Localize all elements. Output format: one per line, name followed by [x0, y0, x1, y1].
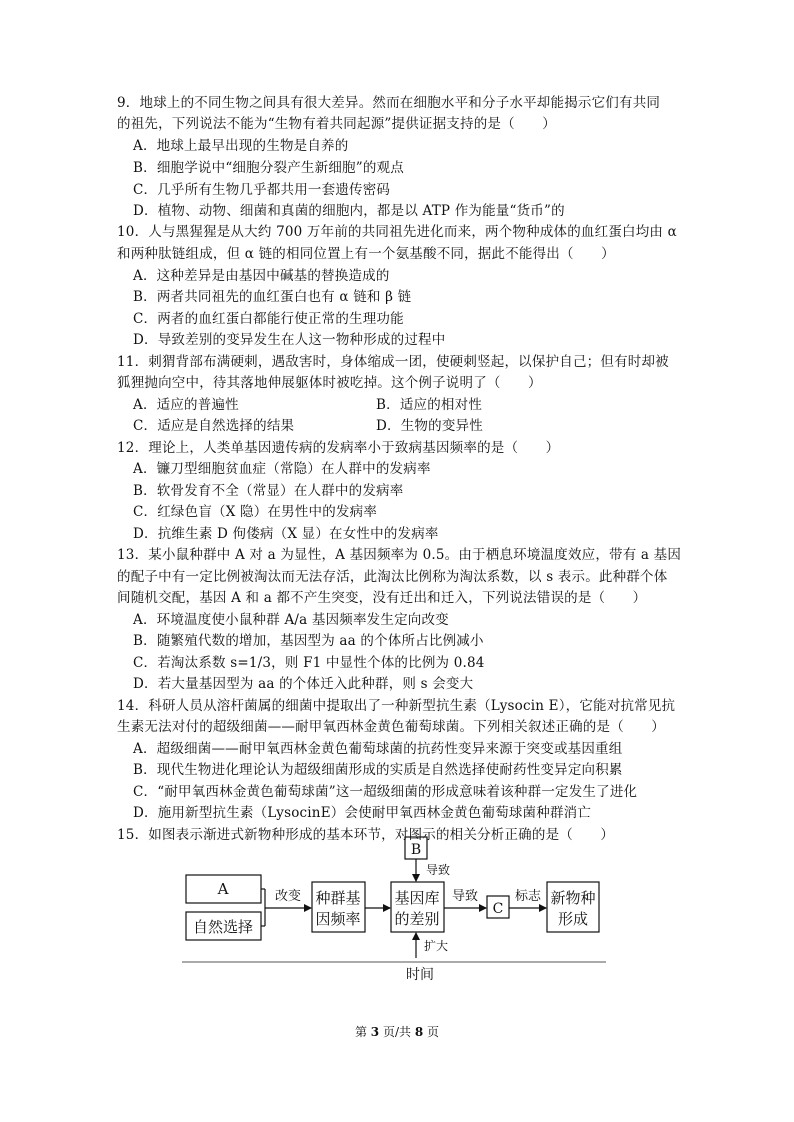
- box-a-label: A: [217, 880, 229, 898]
- q10-stem-line-2: 和两种肽链组成，但 α 链的相同位置上有一个氨基酸不同，据此不能得出（ ）: [117, 246, 615, 262]
- q12-option-c: C．红绿色盲（X 隐）在男性中的发病率: [133, 504, 378, 520]
- q11-stem-line-2: 狐狸抛向空中，待其落地伸展躯体时被吃掉。这个例子说明了（ ）: [117, 375, 542, 391]
- q14-option-b: B．现代生物进化理论认为超级细菌形成的实质是自然选择使耐药性变异定向积累: [133, 762, 623, 778]
- expand-label: 扩大: [423, 939, 449, 953]
- q12-option-b: B．软骨发育不全（常显）在人群中的发病率: [133, 483, 404, 499]
- box-b-label: B: [410, 842, 422, 858]
- q12-option-a: A．镰刀型细胞贫血症（常隐）在人群中的发病率: [133, 461, 431, 477]
- cause-top-label: 导致: [425, 863, 451, 877]
- q11-option-c: C．适应是自然选择的结果: [133, 418, 295, 434]
- q13-option-d: D．若大量基因型为 aa 的个体迁入此种群，则 s 会变大: [133, 676, 474, 692]
- q13-option-b: B．随繁殖代数的增加，基因型为 aa 的个体所占比例减小: [133, 633, 484, 649]
- new-species-label-2: 形成: [557, 910, 589, 928]
- q10-option-b: B．两者共同祖先的血红蛋白也有 α 链和 β 链: [133, 289, 412, 305]
- q9-option-c: C．几乎所有生物几乎都共用一套遗传密码: [133, 182, 391, 198]
- footer-prefix: 第: [354, 1025, 371, 1039]
- q9-stem-line-2: 的祖先，下列说法不能为“生物有着共同起源”提供证据支持的是（ ）: [117, 116, 556, 132]
- q13-stem-line-2: 的配子中有一定比例被淘汰而无法存活，此淘汰比例称为淘汰系数，以 s 表示。此种群个体: [117, 569, 668, 585]
- footer-suffix: 页: [423, 1025, 440, 1039]
- q11-option-d: D．生物的变异性: [376, 418, 483, 434]
- q9-option-a: A．地球上最早出现的生物是自养的: [133, 138, 349, 154]
- q9-option-d: D．植物、动物、细菌和真菌的细胞内，都是以 ATP 作为能量“货币”的: [133, 203, 565, 219]
- q12-option-d: D．抗维生素 D 佝偻病（X 显）在女性中的发病率: [133, 526, 439, 542]
- q14-option-d: D．施用新型抗生素（LysocinE）会使耐甲氧西林金黄色葡萄球菌种群消亡: [133, 805, 592, 821]
- q10-option-c: C．两者的血红蛋白都能行使正常的生理功能: [133, 311, 404, 327]
- change-label: 改变: [274, 889, 302, 904]
- footer-middle: 页/共: [379, 1025, 415, 1039]
- q14-stem-line-1: 14．科研人员从溶杆菌属的细菌中提取出了一种新型抗生素（Lysocin E），它能对抗常见抗: [117, 698, 676, 714]
- gene-frequency-label-2: 因频率: [315, 910, 361, 928]
- q11-option-a: A．适应的普遍性: [133, 397, 239, 413]
- footer-total-pages: 8: [414, 1025, 424, 1039]
- q13-option-c: C．若淘汰系数 s=1/3，则 F1 中显性个体的比例为 0.84: [133, 655, 485, 671]
- q9-option-b: B．细胞学说中“细胞分裂产生新细胞”的观点: [133, 160, 404, 176]
- box-c-label: C: [492, 901, 504, 917]
- footer-page-number: 3: [370, 1025, 380, 1039]
- q14-stem-line-2: 生素无法对付的超级细菌——耐甲氧西林金黄色葡萄球菌。下列相关叙述正确的是（ ）: [117, 719, 665, 735]
- page-footer: [0, 1023, 794, 1040]
- q13-stem-line-3: 间随机交配，基因 A 和 a 都不产生突变，没有迁出和迁入，下列说法错误的是（ ）: [117, 590, 647, 606]
- q11-option-b: B．适应的相对性: [376, 397, 483, 413]
- gene-pool-label-2: 的差别: [394, 910, 440, 928]
- mark-label: 标志: [514, 889, 542, 904]
- gene-frequency-label-1: 种群基: [315, 889, 361, 907]
- q14-option-c: C．“耐甲氧西林金黄色葡萄球菌”这一超级细菌的形成意味着该种群一定发生了进化: [133, 784, 638, 800]
- q14-option-a: A．超级细菌——耐甲氧西林金黄色葡萄球菌的抗药性变异来源于突变或基因重组: [133, 741, 623, 757]
- q13-option-a: A．环境温度使小鼠种群 A/a 基因频率发生定向改变: [133, 612, 449, 628]
- q10-stem-line-1: 10．人与黑猩猩是从大约 700 万年前的共同祖先进化而来，两个物种成体的血红蛋白均由 α: [117, 224, 677, 240]
- q15-stem-line-1: 15．如图表示渐进式新物种形成的基本环节，对图示的相关分析正确的是（ ）: [117, 827, 615, 843]
- q10-option-a: A．这种差异是由基因中碱基的替换造成的: [133, 268, 390, 284]
- cause-right-label: 导致: [451, 889, 479, 904]
- q12-stem-line-1: 12．理论上，人类单基因遗传病的发病率小于致病基因频率的是（ ）: [117, 440, 560, 456]
- q10-option-d: D．导致差别的变异发生在人这一物种形成的过程中: [133, 332, 446, 348]
- q11-stem-line-1: 11．刺猬背部布满硬刺，遇敌害时，身体缩成一团，使硬刺竖起，以保护自己；但有时却被: [117, 354, 669, 370]
- q9-stem-line-1: 9．地球上的不同生物之间具有很大差异。然而在细胞水平和分子水平却能揭示它们有共同: [117, 95, 661, 111]
- gene-pool-label-1: 基因库: [394, 889, 440, 907]
- speciation-flow-diagram: [180, 834, 610, 986]
- q13-stem-line-1: 13．某小鼠种群中 A 对 a 为显性，A 基因频率为 0.5。由于栖息环境温度效应，带有 a 基因: [117, 547, 682, 563]
- time-label: 时间: [406, 967, 434, 983]
- new-species-label-1: 新物种: [550, 889, 596, 907]
- box-selection-label: 自然选择: [192, 918, 254, 936]
